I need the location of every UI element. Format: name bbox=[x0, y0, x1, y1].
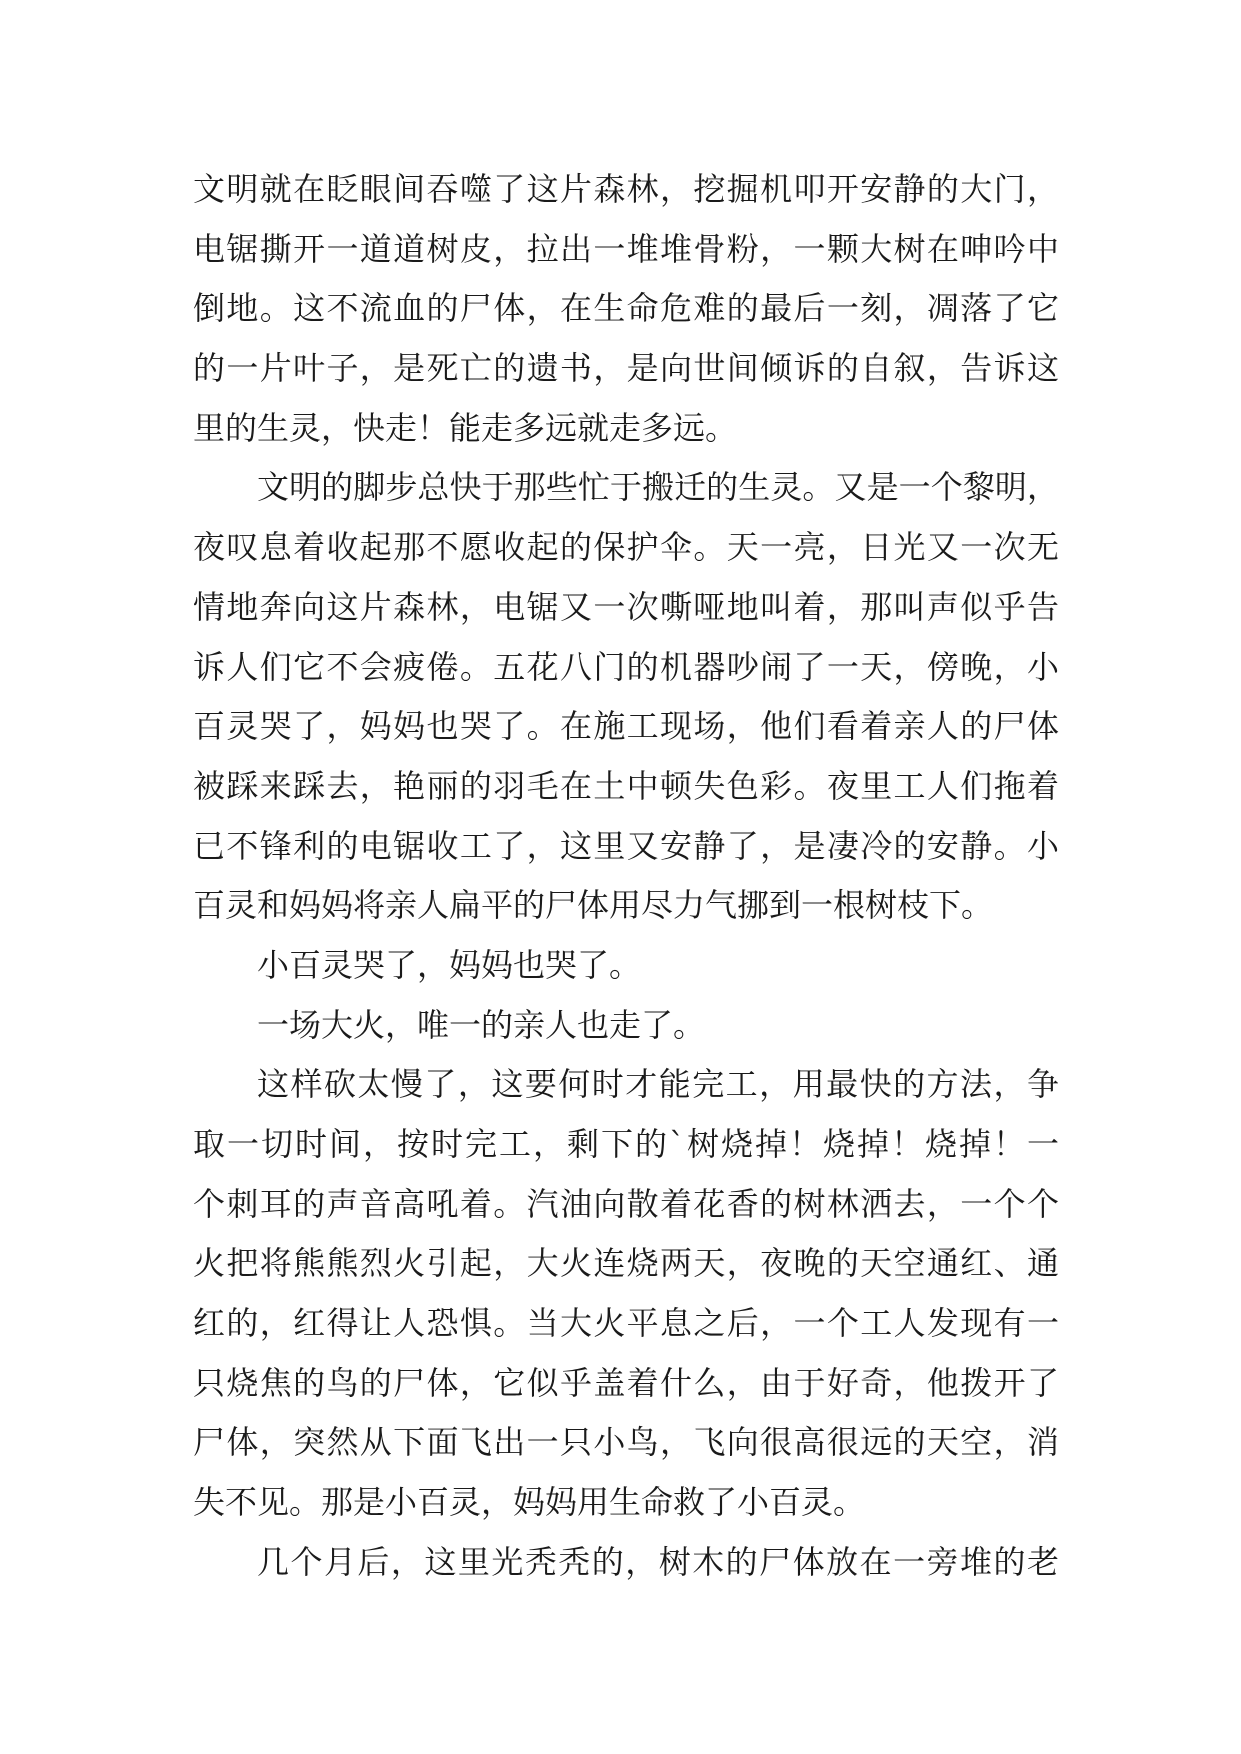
text-line: 红的，红得让人恐惧。当大火平息之后，一个工人发现有一 bbox=[193, 1304, 1059, 1343]
text-line: 文明就在眨眼间吞噬了这片森林，挖掘机叩开安静的大门， bbox=[193, 170, 1059, 208]
text-line: 已不锋利的电锯收工了，这里又安静了，是凄冷的安静。小 bbox=[193, 826, 1059, 865]
text-line: 电锯撕开一道道树皮，拉出一堆堆骨粉，一颗大树在呻吟中 bbox=[193, 229, 1059, 268]
text-line: 几个月后，这里光秃秃的，树木的尸体放在一旁堆的老 bbox=[257, 1542, 1059, 1581]
text-line: 小百灵哭了，妈妈也哭了。 bbox=[257, 945, 642, 984]
text-line: 失不见。那是小百灵，妈妈用生命救了小百灵。 bbox=[193, 1483, 866, 1522]
text-line: 被踩来踩去，艳丽的羽毛在土中顿失色彩。夜里工人们拖着 bbox=[193, 766, 1059, 805]
text-line: 取一切时间，按时完工，剩下的`树烧掉！烧掉！烧掉！一 bbox=[193, 1125, 1059, 1163]
text-line: 文明的脚步总快于那些忙于搬迁的生灵。又是一个黎明， bbox=[257, 468, 1059, 507]
text-line: 百灵哭了，妈妈也哭了。在施工现场，他们看着亲人的尸体 bbox=[193, 707, 1059, 746]
text-line: 个刺耳的声音高吼着。汽油向散着花香的树林洒去，一个个 bbox=[193, 1184, 1059, 1223]
text-line: 倒地。这不流血的尸体，在生命危难的最后一刻，凋落了它 bbox=[193, 289, 1059, 328]
text-line: 尸体，突然从下面飞出一只小鸟，飞向很高很远的天空，消 bbox=[193, 1423, 1059, 1462]
text-line: 一场大火，唯一的亲人也走了。 bbox=[257, 1005, 706, 1044]
body-text bbox=[193, 160, 1059, 1593]
text-line: 情地奔向这片森林，电锯又一次嘶哑地叫着，那叫声似乎告 bbox=[193, 587, 1059, 626]
text-line: 百灵和妈妈将亲人扁平的尸体用尽力气挪到一根树枝下。 bbox=[193, 886, 994, 925]
text-line: 火把将熊熊烈火引起，大火连烧两天，夜晚的天空通红、通 bbox=[193, 1244, 1059, 1283]
text-line: 只烧焦的鸟的尸体，它似乎盖着什么，由于好奇，他拨开了 bbox=[193, 1363, 1059, 1402]
text-line: 这样砍太慢了，这要何时才能完工，用最快的方法，争 bbox=[257, 1065, 1059, 1104]
text-line: 夜叹息着收起那不愿收起的保护伞。天一亮，日光又一次无 bbox=[193, 528, 1059, 567]
text-line: 里的生灵，快走！能走多远就走多远。 bbox=[193, 408, 738, 447]
text-line: 诉人们它不会疲倦。五花八门的机器吵闹了一天，傍晚，小 bbox=[193, 647, 1059, 686]
text-line: 的一片叶子，是死亡的遗书，是向世间倾诉的自叙，告诉这 bbox=[193, 349, 1059, 388]
